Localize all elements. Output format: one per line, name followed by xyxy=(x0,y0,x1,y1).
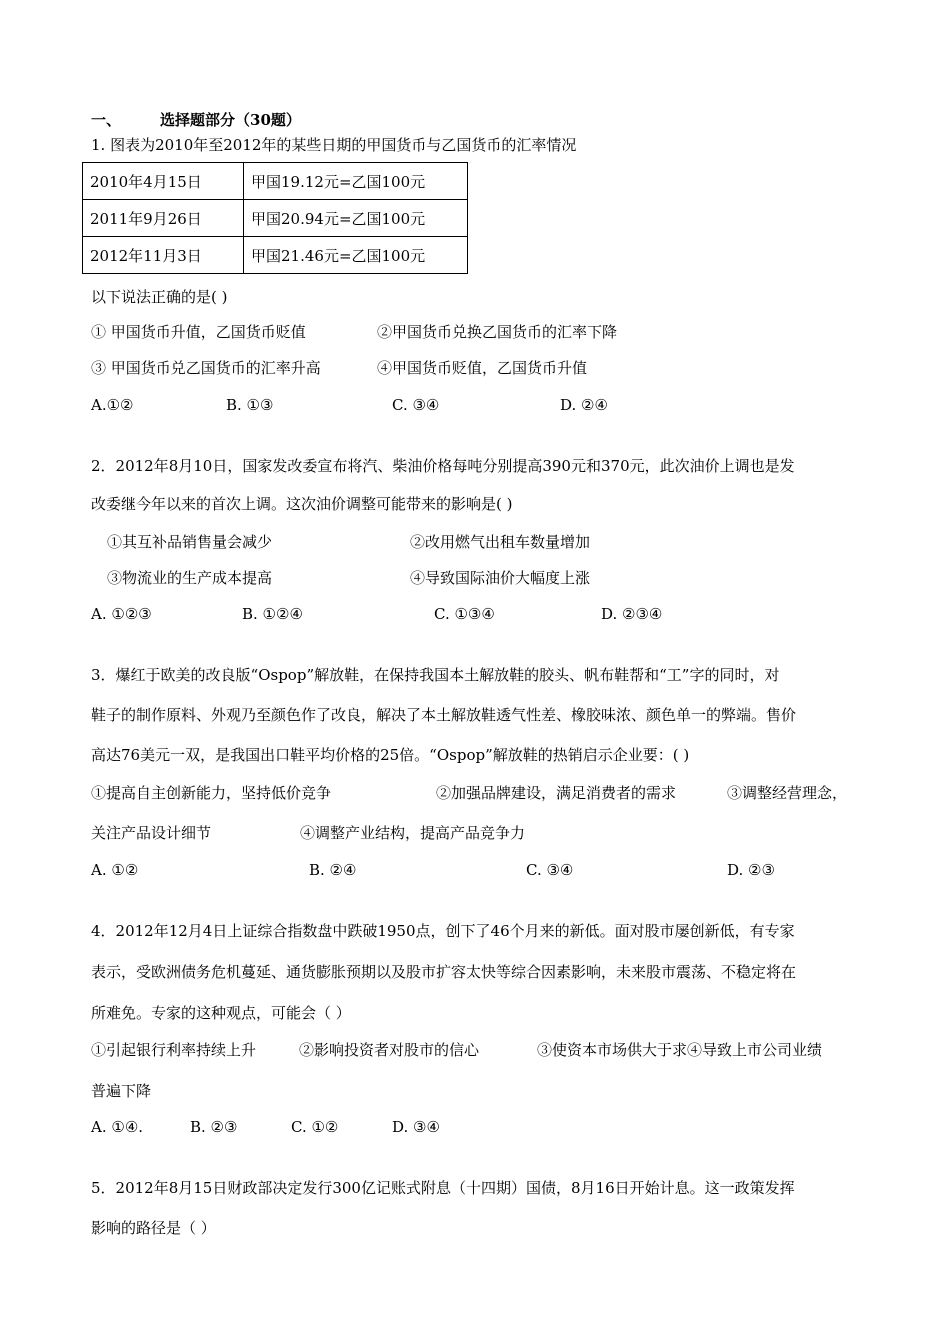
q2-option-2: ②改用燃气出租车数量增加 xyxy=(410,533,591,551)
q3-option-3-continued: 关注产品设计细节 xyxy=(91,824,212,842)
q3-stem-line-1: 3．爆红于欧美的改良版“Ospop”解放鞋，在保持我国本土解放鞋的胶头、帆布鞋帮和“工”字的同时，对 xyxy=(91,666,780,684)
table-cell-date: 2012年11月3日 xyxy=(83,237,244,274)
q3-answer-a: A. ①② xyxy=(91,861,139,879)
q3-option-4: ④调整产业结构，提高产品竞争力 xyxy=(300,824,526,842)
q4-stem-line-1: 4．2012年12月4日上证综合指数盘中跌破1950点，创下了46个月来的新低。面对股市屡创新低，有专家 xyxy=(91,922,795,940)
table-row xyxy=(83,163,468,200)
q5-stem-line-2: 影响的路径是（ ） xyxy=(91,1219,216,1237)
q3-answer-b: B. ②④ xyxy=(309,861,357,879)
exchange-rate-table xyxy=(82,162,468,274)
q4-answer-b: B. ②③ xyxy=(190,1118,238,1136)
q2-option-4: ④导致国际油价大幅度上涨 xyxy=(410,569,591,587)
q4-option-2: ②影响投资者对股市的信心 xyxy=(299,1041,480,1059)
q5-stem-line-1: 5．2012年8月15日财政部决定发行300亿记账式附息（十四期）国债，8月16日开始计息。这一政策发挥 xyxy=(91,1179,795,1197)
q3-answer-c: C. ③④ xyxy=(526,861,574,879)
q2-answer-b: B. ①②④ xyxy=(242,605,303,623)
q4-option-3-4: ③使资本市场供大于求④导致上市公司业绩 xyxy=(537,1041,823,1059)
q4-answer-c: C. ①② xyxy=(291,1118,339,1136)
q1-option-2: ②甲国货币兑换乙国货币的汇率下降 xyxy=(377,323,618,341)
q1-prompt: 以下说法正确的是( ) xyxy=(91,288,228,306)
q1-option-4: ④甲国货币贬值，乙国货币升值 xyxy=(377,359,588,377)
table-cell-date: 2011年9月26日 xyxy=(83,200,244,237)
section-title: 选择题部分（30题） xyxy=(160,111,301,129)
q4-option-1: ①引起银行利率持续上升 xyxy=(91,1041,257,1059)
q1-answer-a: A.①② xyxy=(91,396,134,414)
q3-option-1: ①提高自主创新能力，坚持低价竞争 xyxy=(91,784,332,802)
q2-answer-a: A. ①②③ xyxy=(91,605,152,623)
q4-stem-line-3: 所难免。专家的这种观点，可能会（ ） xyxy=(91,1004,351,1022)
q1-answer-d: D. ②④ xyxy=(560,396,608,414)
q1-option-3: ③ 甲国货币兑乙国货币的汇率升高 xyxy=(91,359,321,377)
q2-answer-d: D. ②③④ xyxy=(601,605,663,623)
q1-answer-c: C. ③④ xyxy=(392,396,440,414)
q3-answer-d: D. ②③ xyxy=(727,861,775,879)
q2-stem-line-1: 2．2012年8月10日，国家发改委宣布将汽、柴油价格每吨分别提高390元和370元，此次油价上调也是发 xyxy=(91,457,795,475)
q4-option-4-continued: 普遍下降 xyxy=(91,1082,152,1100)
q2-option-3: ③物流业的生产成本提高 xyxy=(107,569,273,587)
table-cell-date: 2010年4月15日 xyxy=(83,163,244,200)
table-cell-rate: 甲国21.46元=乙国100元 xyxy=(244,237,468,274)
q4-answer-a: A. ①④. xyxy=(91,1118,144,1136)
table-row xyxy=(83,237,468,274)
table-cell-rate: 甲国19.12元=乙国100元 xyxy=(244,163,468,200)
q1-option-1: ① 甲国货币升值，乙国货币贬值 xyxy=(91,323,306,341)
q3-option-2: ②加强品牌建设，满足消费者的需求 xyxy=(436,784,677,802)
q4-stem-line-2: 表示，受欧洲债务危机蔓延、通货膨胀预期以及股市扩容太快等综合因素影响，未来股市震荡、不稳定将在 xyxy=(91,963,797,981)
q4-answer-d: D. ③④ xyxy=(392,1118,440,1136)
section-number: 一、 xyxy=(91,111,122,129)
table-cell-rate: 甲国20.94元=乙国100元 xyxy=(244,200,468,237)
q3-option-3: ③调整经营理念， xyxy=(727,784,848,802)
q3-stem-line-2: 鞋子的制作原料、外观乃至颜色作了改良，解决了本土解放鞋透气性差、橡胶味浓、颜色单一的弊端。售价 xyxy=(91,706,797,724)
q3-stem-line-3: 高达76美元一双，是我国出口鞋平均价格的25倍。“Ospop”解放鞋的热销启示企业要：( ) xyxy=(91,746,690,764)
q1-answer-b: B. ①③ xyxy=(226,396,274,414)
q2-stem-line-2: 改委继今年以来的首次上调。这次油价调整可能带来的影响是( ) xyxy=(91,495,513,513)
q2-option-1: ①其互补品销售量会减少 xyxy=(107,533,273,551)
q2-answer-c: C. ①③④ xyxy=(434,605,495,623)
table-row xyxy=(83,200,468,237)
q1-stem: 1. 图表为2010年至2012年的某些日期的甲国货币与乙国货币的汇率情况 xyxy=(91,136,577,154)
